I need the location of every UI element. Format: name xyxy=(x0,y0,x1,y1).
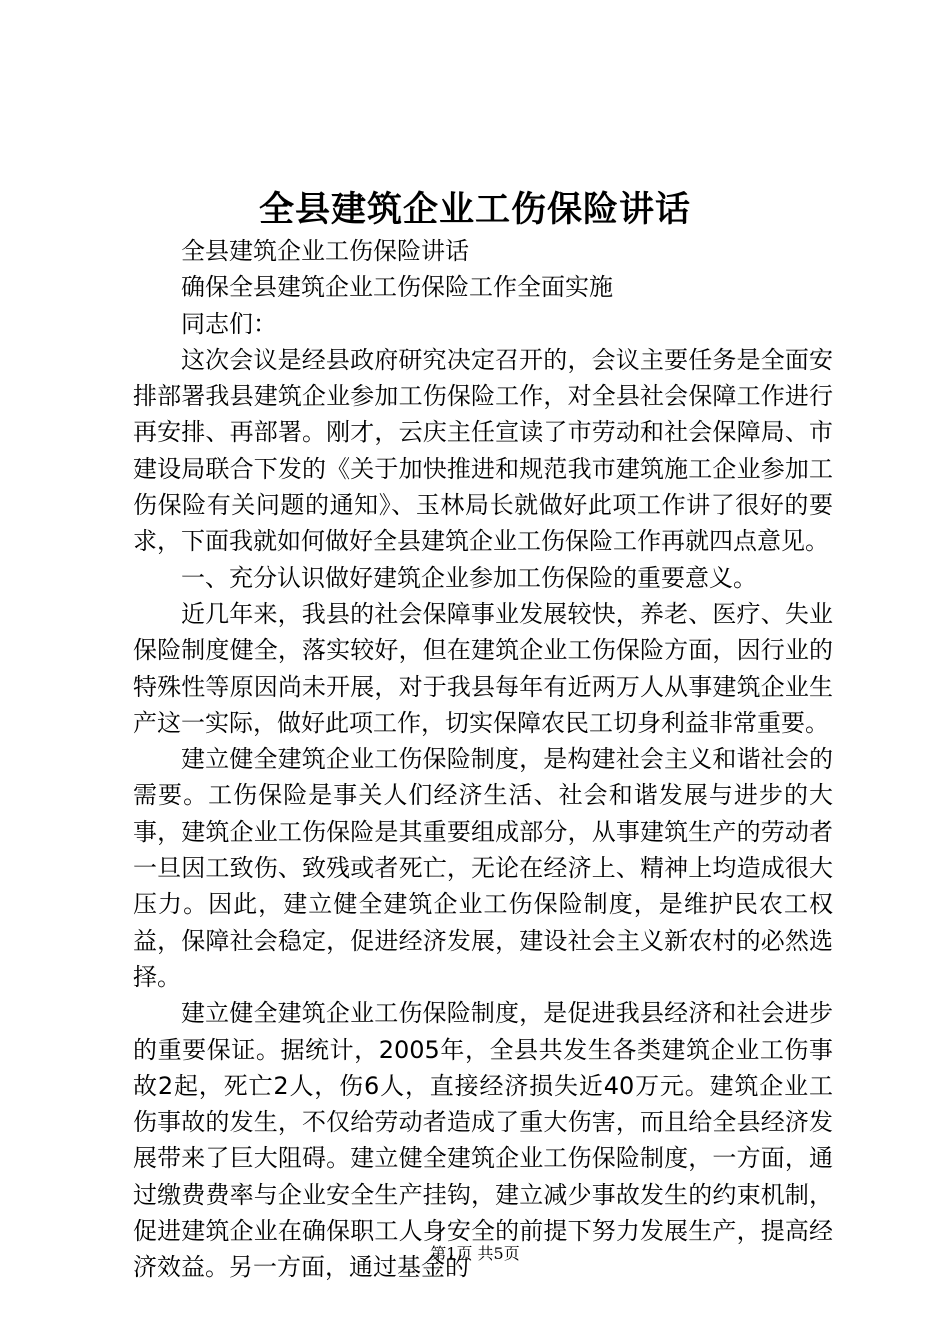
paragraph: 近几年来，我县的社会保障事业发展较快，养老、医疗、失业保险制度健全，落实较好，但在建筑企业工伤保险方面，因行业的特殊性等原因尚未开展，对于我县每年有近两万人从事建筑企业生产这一实际，做好此项工作，切实保障农民工切身利益非常重要。 xyxy=(133,599,833,737)
heading-line: 确保全县建筑企业工伤保险工作全面实施 xyxy=(181,273,613,302)
paragraph-intro: 这次会议是经县政府研究决定召开的，会议主要任务是全面安排部署我县建筑企业参加工伤保险工作，对全县社会保障工作进行再安排、再部署。刚才，云庆主任宣读了市劳动和社会保障局、市建设局联合下发的《关于加快推进和规范我市建筑施工企业参加工伤保险有关问题的通知》、玉林局长就做好此项工作讲了很好的要求，下面我就如何做好全县建筑企业工伤保险工作再就四点意见。 xyxy=(133,345,833,556)
document-body xyxy=(133,233,833,1286)
document-title: 全县建筑企业工伤保险讲话 xyxy=(258,189,691,230)
section-heading-1: 一、充分认识做好建筑企业参加工伤保险的重要意义。 xyxy=(181,563,757,592)
paragraph: 建立健全建筑企业工伤保险制度，是构建社会主义和谐社会的需要。工伤保险是事关人们经济生活、社会和谐发展与进步的大事，建筑企业工伤保险是其重要组成部分，从事建筑生产的劳动者一旦因工致伤、致残或者死亡，无论在经济上、精神上均造成很大压力。因此，建立健全建筑企业工伤保险制度，是维护民农工权益，保障社会稳定，促进经济发展，建设社会主义新农村的必然选择。 xyxy=(133,745,833,991)
page-number-footer: 第1页 共5页 xyxy=(430,1244,520,1263)
salutation: 同志们： xyxy=(181,309,277,338)
subtitle-line: 全县建筑企业工伤保险讲话 xyxy=(181,237,469,265)
paragraph: 建立健全建筑企业工伤保险制度，是促进我县经济和社会进步的重要保证。据统计，2005年，全县共发生各类建筑企业工伤事故2起，死亡2人，伤6人，直接经济损失近40万元。建筑企业工伤事故的发生，不仅给劳动者造成了重大伤害，而且给全县经济发展带来了巨大阻碍。建立健全建筑企业工伤保险制度，一方面，通过缴费费率与企业安全生产挂钩，建立减少事故发生的约束机制，促进建筑企业在确保职工人身安全的前提下努力发展生产，提高经济效益。另一方面，通过基金的 xyxy=(133,999,833,1282)
